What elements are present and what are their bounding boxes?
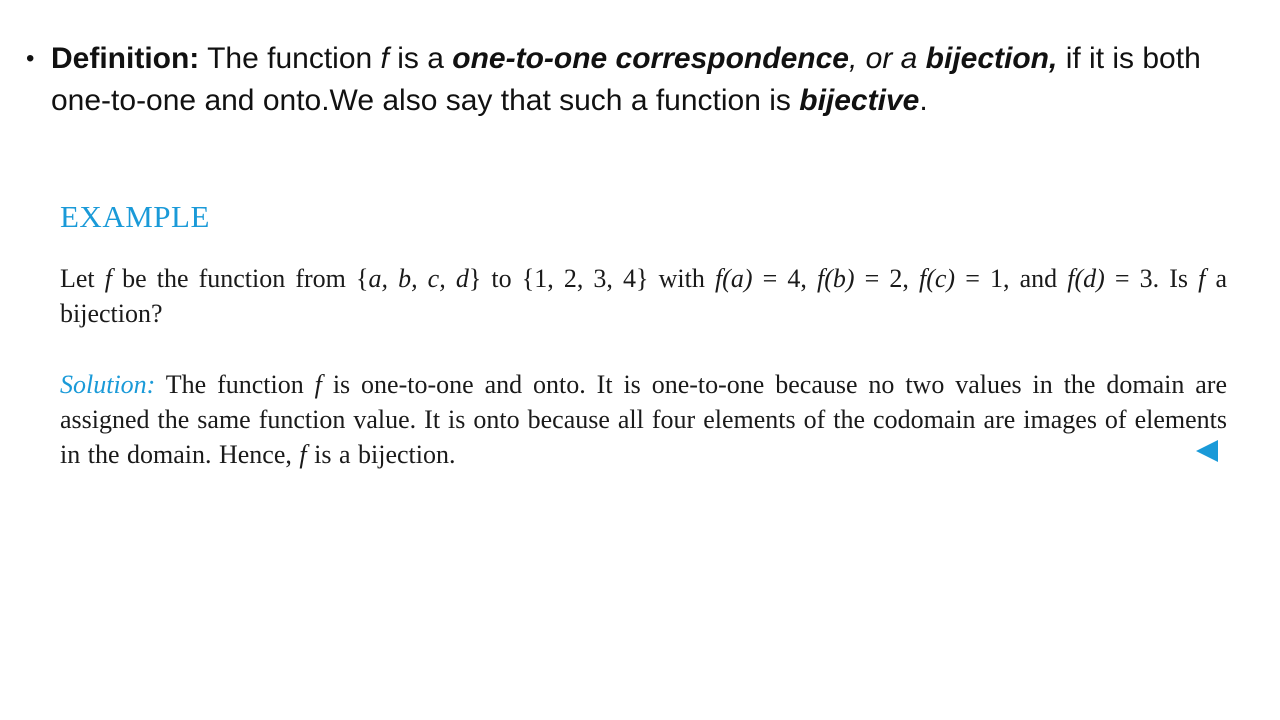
domain-elements: a, b, c, d [368,264,469,293]
example-question [60,261,1227,331]
definition-text-part: The function [199,42,381,75]
function-symbol: f [1198,264,1206,293]
solution-text: The function [155,370,315,399]
function-symbol: f [299,440,307,469]
function-value-a: f(a) [714,264,753,293]
function-value-c: f(c) [919,264,956,293]
solution-text: is one-to-one and onto. It is one-to-one because no two values in the domain are assigned the same function value. It is onto because all four elements of the codomain are images of elements in the domain. Hence, [60,370,1227,469]
definition-text-part: . [919,84,928,117]
question-text: = 3. Is [1104,264,1199,293]
function-value-d: f(d) [1067,264,1105,293]
question-text: Let [60,264,105,293]
term-one-to-one-correspondence: one-to-one correspondence [452,42,849,75]
definition-text-part: if it is both one-to-one and onto.We also say that such a function is [51,42,1201,117]
function-symbol: f [314,370,322,399]
term-bijection: bijection, [925,42,1058,75]
function-value-b: f(b) [816,264,855,293]
function-symbol: f [104,264,112,293]
example-solution [60,367,1227,472]
question-text: be the function from { [111,264,369,293]
question-text: } to {1, 2, 3, 4} with [468,264,715,293]
left-triangle-icon [1196,440,1218,462]
question-text: a bijection? [60,264,1228,328]
definition-text [51,38,1236,122]
solution-label: Solution: [60,370,156,399]
definition-bullet [26,38,1236,122]
question-text: = 1, and [955,264,1068,293]
definition-label: Definition: [51,42,200,75]
question-text: = 4, [752,264,817,293]
function-symbol: f [380,42,389,75]
example-heading: EXAMPLE [60,199,210,234]
definition-text-part: is a [388,42,453,75]
bullet-icon: • [26,45,35,72]
definition-text-part: , or a [848,42,926,75]
term-bijective: bijective [799,84,920,117]
example-box [57,198,1227,472]
question-text: = 2, [854,264,919,293]
solution-text: is a bijection. [306,440,456,469]
